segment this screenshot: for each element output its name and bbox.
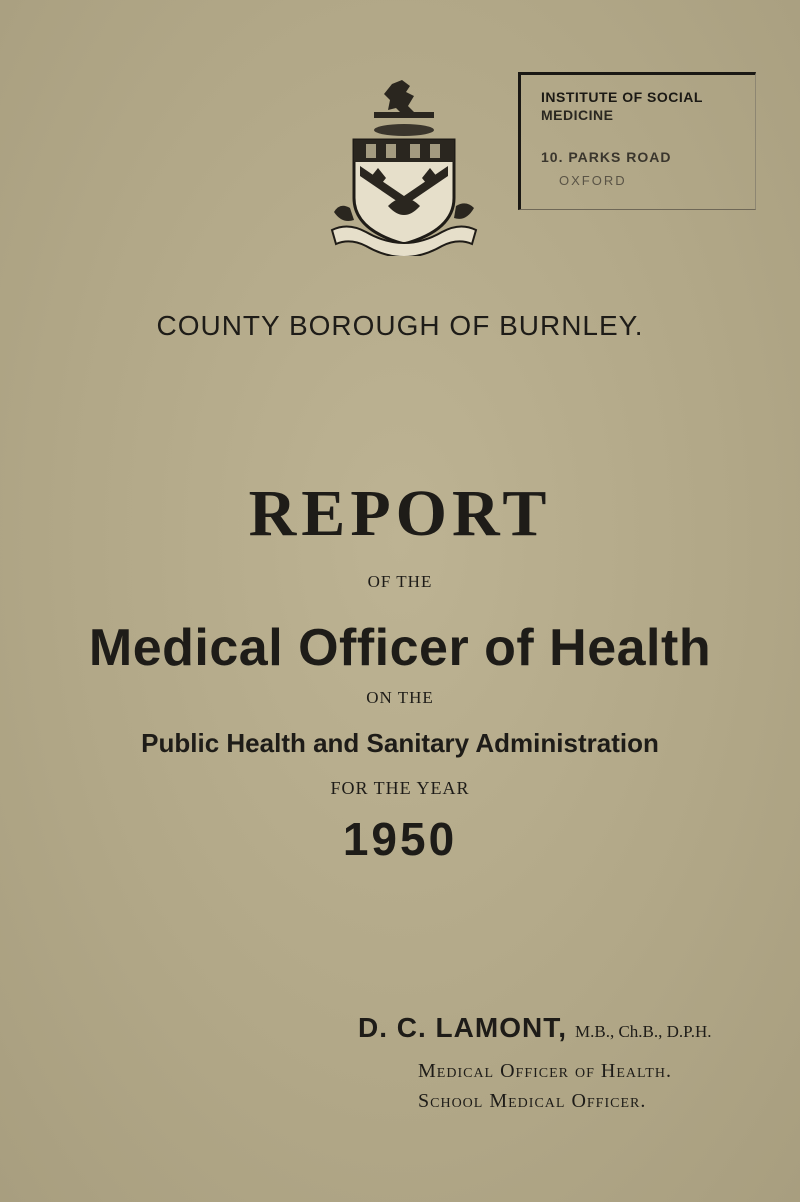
stamp-line3: 10. PARKS ROAD bbox=[541, 149, 672, 165]
report-year: 1950 bbox=[342, 813, 458, 865]
author-line bbox=[358, 1012, 712, 1044]
for-the-year-label: FOR THE YEAR bbox=[330, 778, 470, 798]
author-degrees: M.B., Ch.B., D.P.H. bbox=[575, 1022, 712, 1041]
library-stamp bbox=[518, 72, 756, 210]
document-subtitle: Public Health and Sanitary Administration bbox=[141, 728, 659, 758]
author-role-moh: Medical Officer of Health. bbox=[418, 1060, 672, 1082]
document-title: Medical Officer of Health bbox=[88, 619, 712, 677]
authority-heading: COUNTY BOROUGH OF BURNLEY. bbox=[156, 310, 644, 341]
stamp-line2: MEDICINE bbox=[541, 107, 614, 123]
burnley-coat-of-arms-icon bbox=[330, 78, 478, 256]
stamp-line4: OXFORD bbox=[559, 173, 627, 188]
stamp-line1: INSTITUTE OF SOCIAL bbox=[541, 89, 703, 105]
of-the-label: OF THE bbox=[367, 572, 433, 591]
author-name: D. C. LAMONT, bbox=[358, 1012, 567, 1043]
report-heading: REPORT bbox=[248, 477, 552, 550]
author-role-smo: School Medical Officer. bbox=[418, 1090, 647, 1112]
on-the-label: ON THE bbox=[366, 688, 434, 707]
